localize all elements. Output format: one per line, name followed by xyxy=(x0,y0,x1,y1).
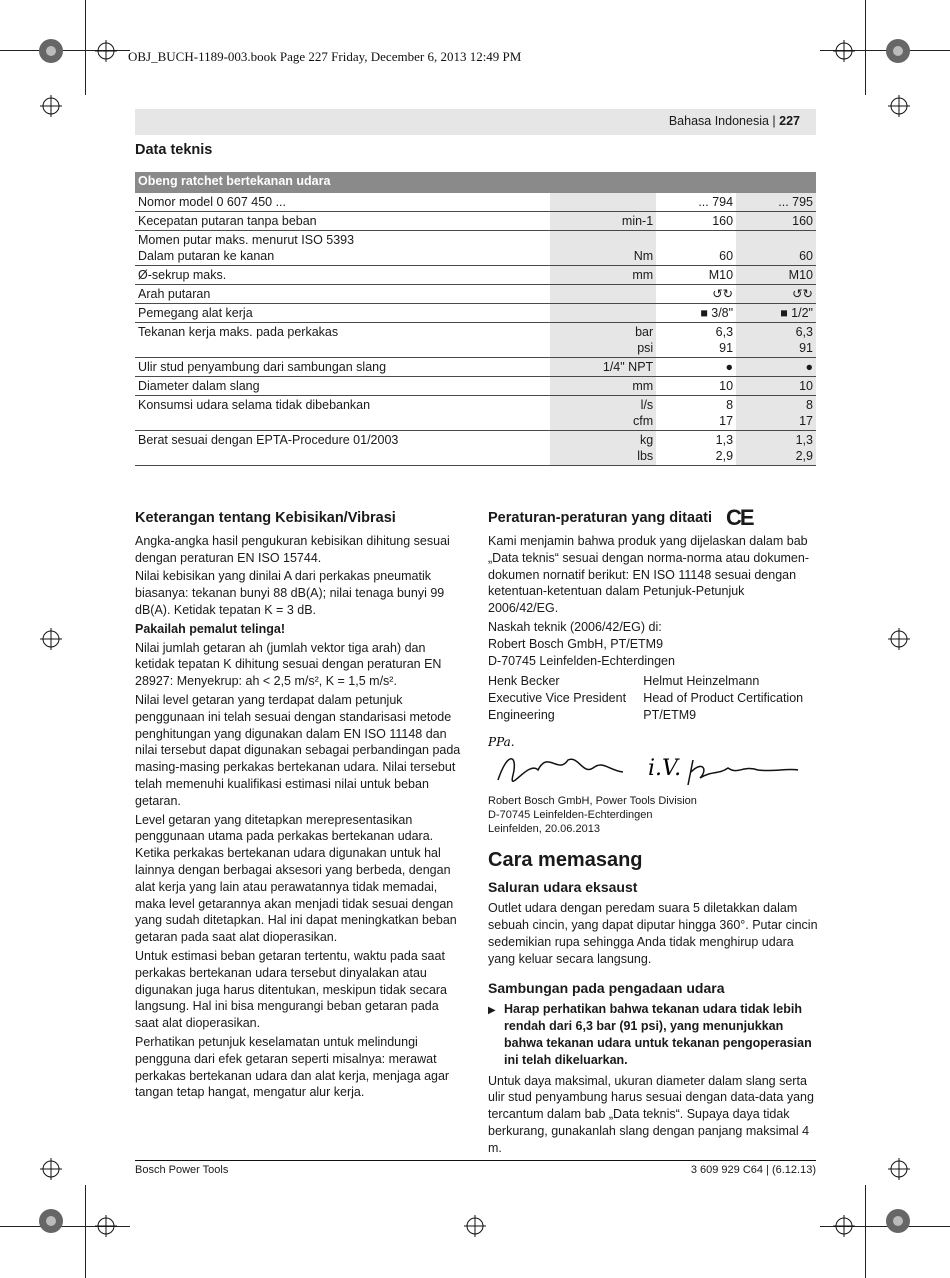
row-unit: l/s cfm xyxy=(550,396,656,431)
row-label: Kecepatan putaran tanpa beban xyxy=(135,212,550,231)
ce-mark-icon: CE xyxy=(726,505,753,530)
registration-target-icon xyxy=(38,38,64,64)
value-794: ■ 3/8" xyxy=(656,304,736,323)
air-supply-paragraph: Untuk daya maksimal, ukuran diameter dalam slang serta ulir stud penyambung harus sesuai dengan data-data yang tercantum dalam bab „Data teknis“. Supaya daya tidak berkurang, gunakanlah slang dengan panjang maksimal 4 m. xyxy=(488,1073,814,1155)
footer-rule xyxy=(135,1160,816,1161)
noise-paragraph: Nilai kebisikan yang dinilai A dari perkakas pneumatik biasanya: tekanan bunyi 88 dB(A); nilai tenaga bunyi 99 dB(A). Ketidak tepatan K = 3 dB. xyxy=(135,569,445,617)
table-row xyxy=(135,193,816,212)
row-label: Berat sesuai dengan EPTA-Procedure 01/2003 xyxy=(135,431,550,466)
signatory-2: Helmut Heinzelmann Head of Product Certification PT/ETM9 xyxy=(643,674,804,722)
value-794: 1,3 2,9 xyxy=(656,431,736,466)
conformity-heading-text: Peraturan-peraturan yang ditaati xyxy=(488,510,712,527)
vibration-paragraph: Perhatikan petunjuk keselamatan untuk melindungi pengguna dari efek getaran seperti misalnya: merawat perkakas bertekanan udara dan alat kerja, menjaga agar tangan tetap hangat, mengatur alur kerja. xyxy=(135,1034,450,1100)
value-794: 60 xyxy=(656,231,736,266)
table-row xyxy=(135,431,816,466)
value-795: 1,3 2,9 xyxy=(736,431,816,466)
crosshair-icon xyxy=(833,40,855,62)
signatory-1: Henk Becker Executive Vice President Engineering xyxy=(488,674,627,722)
row-label: Nomor model 0 607 450 ... xyxy=(135,193,550,212)
row-unit: mm xyxy=(550,377,656,396)
table-row xyxy=(135,377,816,396)
exhaust-paragraph: Outlet udara dengan peredam suara 5 diletakkan dalam sebuah cincin, yang dapat diputar hingga 360°. Putar cincin sedemikian rupa sehingga Anda tidak menghirup udara yang keluar secara langsung. xyxy=(488,901,818,966)
crosshair-icon xyxy=(888,1158,910,1180)
ppa-mark: PPa. xyxy=(488,734,515,749)
iv-mark: i.V. xyxy=(648,755,682,781)
crosshair-icon xyxy=(888,95,910,117)
header-language: Bahasa Indonesia xyxy=(668,114,769,128)
vibration-paragraph: Level getaran yang ditetapkan merepresentasikan penggunaan utama pada perkakas bertekanan udara. Ketika perkakas bertekanan udara digunakan untuk hal lainnya dengan berbagai aksesori yang berbeda, dengan alat kerja yang lain atau perawatannya tidak memadai, maka level getarannya akan menjadi tidak sesuai dengan yang sudah ditetapkan. Hal ini dapat meningkatkan beban getaran pada saat alat dioperasikan. xyxy=(135,812,457,945)
pressure-warning xyxy=(488,1001,818,1068)
value-794: 8 17 xyxy=(656,396,736,431)
footer-left: Bosch Power Tools xyxy=(135,1164,229,1176)
value-795: 6,3 91 xyxy=(736,323,816,358)
crosshair-icon xyxy=(95,1215,117,1237)
row-unit: bar psi xyxy=(550,323,656,358)
value-795: 8 17 xyxy=(736,396,816,431)
crosshair-icon xyxy=(833,1215,855,1237)
crosshair-icon xyxy=(40,628,62,650)
row-unit: min-1 xyxy=(550,212,656,231)
signatories xyxy=(488,673,818,723)
technical-file-address: Naskah teknik (2006/42/EG) di: Robert Bosch GmbH, PT/ETM9 D-70745 Leinfelden-Echterdingen xyxy=(488,620,675,668)
value-794: ● xyxy=(656,358,736,377)
value-795: M10 xyxy=(736,266,816,285)
table-row xyxy=(135,323,816,358)
row-label: Konsumsi udara selama tidak dibebankan xyxy=(135,396,550,431)
table-title: Obeng ratchet bertekanan udara xyxy=(135,172,816,193)
registration-target-icon xyxy=(885,38,911,64)
company-address: Robert Bosch GmbH, Power Tools Division D-70745 Leinfelden-Echterdingen Leinfelden, 20.06.2013 xyxy=(488,794,697,835)
row-label: Ulir stud penyambung dari sambungan slang xyxy=(135,358,550,377)
row-label: Ø-sekrup maks. xyxy=(135,266,550,285)
pressure-warning-text: Harap perhatikan bahwa tekanan udara tidak lebih rendah dari 6,3 bar (91 psi), yang menunjukkan bahwa tekanan udara untuk tekanan pengoperasian ini telah dikeluarkan. xyxy=(504,1002,812,1067)
right-column xyxy=(488,505,818,1159)
table-row xyxy=(135,285,816,304)
value-795: ... 795 xyxy=(736,193,816,212)
value-794: 6,3 91 xyxy=(656,323,736,358)
value-794: 10 xyxy=(656,377,736,396)
crop-mark xyxy=(85,1185,86,1278)
row-label: Diameter dalam slang xyxy=(135,377,550,396)
air-supply-heading: Sambungan pada pengadaan udara xyxy=(488,979,725,996)
registration-target-icon xyxy=(38,1208,64,1234)
crosshair-icon xyxy=(40,95,62,117)
table-row xyxy=(135,304,816,323)
section-title: Data teknis xyxy=(135,142,213,158)
value-794: M10 xyxy=(656,266,736,285)
row-label: Tekanan kerja maks. pada perkakas xyxy=(135,323,550,358)
crosshair-icon xyxy=(40,1158,62,1180)
value-795: 60 xyxy=(736,231,816,266)
table-row xyxy=(135,358,816,377)
handwritten-signatures xyxy=(488,730,808,790)
left-column xyxy=(135,510,465,1103)
vibration-paragraph: Untuk estimasi beban getaran tertentu, waktu pada saat perkakas bertekanan udara tersebut dinyalakan atau digunakan juga harus ditentukan, meskipun tidak secara langsung. Hal ini bisa mengurangi beban getaran pada saat alat dioperasikan. xyxy=(135,948,448,1031)
noise-paragraph: Angka-angka hasil pengukuran kebisikan dihitung sesuai dengan peraturan EN ISO 15744. xyxy=(135,533,450,565)
file-info-line: OBJ_BUCH-1189-003.book Page 227 Friday, December 6, 2013 12:49 PM xyxy=(128,49,522,64)
footer-right: 3 609 929 C64 | (6.12.13) xyxy=(690,1164,816,1176)
arrow-right-icon: ▶ xyxy=(488,1005,496,1017)
mounting-heading: Cara memasang xyxy=(488,848,643,871)
row-unit: mm xyxy=(550,266,656,285)
conformity-heading xyxy=(488,505,818,530)
vibration-paragraph: Nilai level getaran yang terdapat dalam petunjuk penggunaan ini telah sesuai dengan standarisasi metode penghitungan yang digunakan dalam EN ISO 11148 dan nilai tersebut dapat digunakan sebagai perbandingan pada masing-masing perkakas bertekanan udara. Nilai tersebut telah memenuhi kualifikasi estimasi nilai untuk beban getaran. xyxy=(135,692,461,808)
page-number: 227 xyxy=(779,114,800,128)
row-unit: Nm xyxy=(550,231,656,266)
crop-mark xyxy=(865,0,866,95)
table-row xyxy=(135,231,816,266)
crosshair-icon xyxy=(95,40,117,62)
exhaust-heading: Saluran udara eksaust xyxy=(488,878,638,895)
vibration-paragraph: Nilai jumlah getaran ah (jumlah vektor tiga arah) dan ketidak tepatan K dihitung sesuai dengan peraturan EN 28927: Menyekrup: ah < 2,5 m/s², K = 1,5 m/s². xyxy=(135,640,442,689)
crosshair-icon xyxy=(464,1215,486,1237)
row-unit: 1/4" NPT xyxy=(550,358,656,377)
row-unit: kg lbs xyxy=(550,431,656,466)
crop-mark xyxy=(865,1185,866,1278)
crosshair-icon xyxy=(888,628,910,650)
table-row xyxy=(135,212,816,231)
row-label: Pemegang alat kerja xyxy=(135,304,550,323)
registration-target-icon xyxy=(885,1208,911,1234)
value-794: ↺↻ xyxy=(656,285,736,304)
row-label: Arah putaran xyxy=(135,285,550,304)
noise-heading: Keterangan tentang Kebisikan/Vibrasi xyxy=(135,510,396,526)
value-794: 160 xyxy=(656,212,736,231)
value-795: 10 xyxy=(736,377,816,396)
row-label: Momen putar maks. menurut ISO 5393 Dalam putaran ke kanan xyxy=(135,231,550,266)
table-row xyxy=(135,396,816,431)
value-794: ... 794 xyxy=(656,193,736,212)
row-unit xyxy=(550,304,656,323)
page-header-band xyxy=(135,109,816,135)
row-unit xyxy=(550,285,656,304)
tech-data-table xyxy=(135,172,816,466)
value-795: ↺↻ xyxy=(736,285,816,304)
row-unit xyxy=(550,193,656,212)
page-header: Bahasa Indonesia | 227 xyxy=(668,114,800,128)
conformity-paragraph: Kami menjamin bahwa produk yang dijelaskan dalam bab „Data teknis“ sesuai dengan norma-norma atau dokumen-dokumen nornatif berikut: EN ISO 11148 sesuai dengan ketentuan-ketentuan dalam Petunjuk-Petunjuk 2006/42/EG. xyxy=(488,534,810,616)
table-row xyxy=(135,266,816,285)
value-795: ■ 1/2" xyxy=(736,304,816,323)
value-795: 160 xyxy=(736,212,816,231)
ear-protection-warning: Pakailah pemalut telinga! xyxy=(135,621,286,636)
crop-mark xyxy=(85,0,86,95)
value-795: ● xyxy=(736,358,816,377)
table-title-row xyxy=(135,172,816,193)
